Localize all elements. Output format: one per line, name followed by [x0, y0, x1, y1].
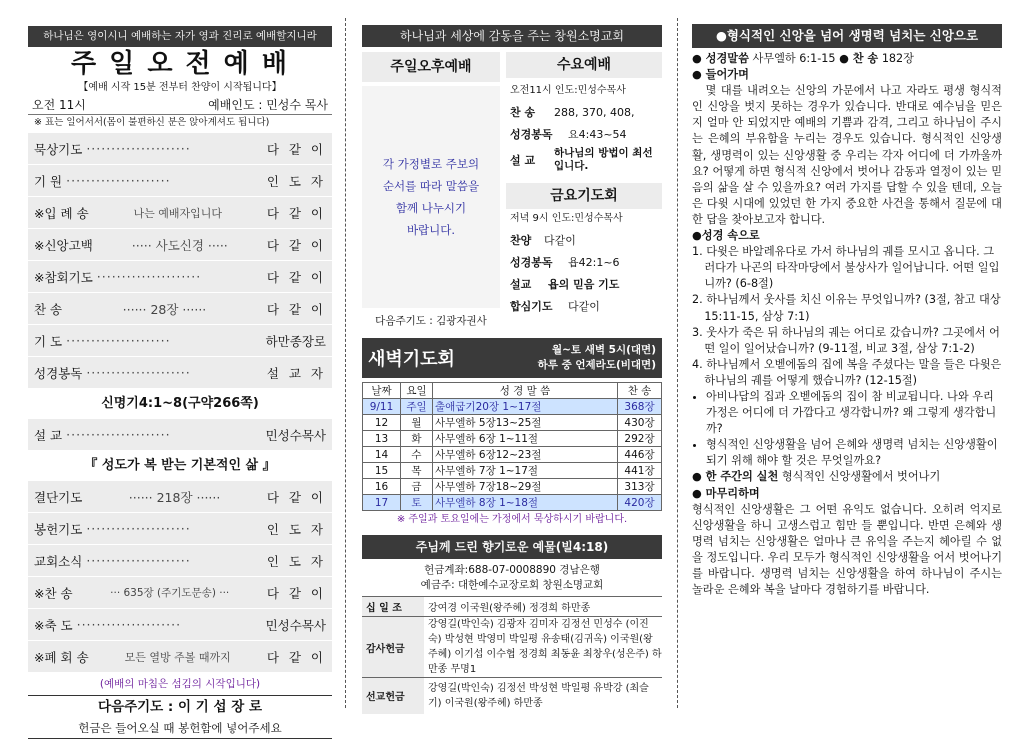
table-cell: 14 — [363, 447, 401, 463]
offering-row — [362, 678, 662, 714]
table-cell: 313장 — [618, 479, 662, 495]
offering-type: 감사헌금 — [362, 617, 424, 678]
table-cell: 목 — [401, 463, 433, 479]
question: 2. 하나님께서 웃사를 치신 이유는 무엇입니까? (3절, 참고 대상 15:11-15, 삼상 7:1) — [692, 293, 1001, 323]
account-holder: 예금주: 대한예수교장로회 창원소명교회 — [420, 579, 604, 591]
offering-row — [362, 617, 662, 678]
fri-label: 설교 — [510, 278, 532, 291]
table-cell: 사무엘하 7장 1~17절 — [433, 463, 618, 479]
table-cell: 사무엘하 6장 1~11절 — [433, 431, 618, 447]
fri-value: 욥42:1~6 — [568, 256, 620, 269]
question: 4. 하나님께서 오벧에돔의 집에 복을 주셨다는 말을 들은 다윗은 하나님의 궤를 어떻게 했습니까? (12-15절) — [692, 357, 1002, 387]
scripture-reference: 신명기4:1~8(구약266쪽) — [101, 396, 259, 411]
order-item: ※입 례 송 나는 예배자입니다 다 같 이 — [28, 197, 332, 229]
table-cell: 화 — [401, 431, 433, 447]
worship-subtitle: 【예배 시작 15분 전부터 찬양이 시작됩니다】 — [78, 82, 282, 93]
order-item: 성경봉독 ····················· 설 교 자 — [28, 357, 332, 389]
dawn-time-1: 월~토 새벽 5시(대면) — [551, 344, 656, 356]
order-item: 기 원 ····················· 인 도 자 — [28, 165, 332, 197]
sermon-title: 『 성도가 복 받는 기본적인 삶 』 — [84, 458, 276, 473]
fri-value: 다같이 — [568, 300, 600, 313]
table-cell: 토 — [401, 495, 433, 511]
offering-title: 주님께 드린 향기로운 예물(빌4:18) — [362, 535, 662, 559]
table-cell: 17 — [363, 495, 401, 511]
table-cell: 사무엘하 5장13~25절 — [433, 415, 618, 431]
order-item: ※축 도 ····················· 민성수목사 — [28, 609, 332, 641]
column-header: 성 경 말 씀 — [433, 383, 618, 399]
order-item: ※신앙고백 ····· 사도신경 ····· 다 같 이 — [28, 229, 332, 261]
column-header: 날짜 — [363, 383, 401, 399]
order-item: ※폐 회 송 모든 열방 주볼 때까지 다 같 이 — [28, 641, 332, 673]
fri-label: 성경봉독 — [510, 256, 553, 269]
inside-label: ●성경 속으로 — [692, 229, 760, 243]
church-header: 하나님과 세상에 감동을 주는 창원소명교회 — [362, 25, 662, 47]
intro-label: ● 들어가며 — [692, 68, 749, 82]
afternoon-title: 주일오후예배 — [362, 52, 500, 82]
bible-study-column — [692, 8, 1002, 718]
offering-names: 강영길(박인숙) 김정선 박성현 박일평 유박강 (최슬기) 이국원(왕주혜) 하만종 — [428, 682, 649, 709]
wed-value: 하나님의 방법이 최선입니다. — [554, 147, 653, 172]
table-row — [363, 415, 662, 431]
table-cell: 월 — [401, 415, 433, 431]
table-cell: 420장 — [618, 495, 662, 511]
table-cell: 출애굽기20장 1~17절 — [433, 399, 618, 415]
closing-label: ● 마무리하며 — [692, 486, 760, 500]
table-cell: 12 — [363, 415, 401, 431]
order-item: 결단기도 ······ 218장 ······ 다 같 이 — [28, 481, 332, 513]
fri-value: 다같이 — [544, 234, 576, 247]
worship-leader: 예배인도 : 민성수 목사 — [208, 98, 328, 112]
table-cell: 9/11 — [363, 399, 401, 415]
friday-time: 저녁 9시 인도:민성수목사 — [510, 213, 623, 224]
wednesday-title: 수요예배 — [506, 52, 662, 78]
afternoon-text-line: 바랍니다. — [406, 223, 456, 237]
practice-label: ● 한 주간의 실천 — [692, 470, 779, 484]
sermon-row: 설 교 ····················· 민성수목사 — [28, 419, 332, 451]
afternoon-text-line: 함께 나누시기 — [395, 201, 467, 215]
wed-label: 설 교 — [510, 154, 536, 167]
closing-note: (예배의 마침은 섬김의 시작입니다) — [99, 678, 261, 690]
table-cell: 368장 — [618, 399, 662, 415]
study-scripture: 사무엘하 6:1-15 — [752, 52, 836, 65]
order-item: ※찬 송 ··· 635장 (주기도문송) ··· 다 같 이 — [28, 577, 332, 609]
question: 3. 웃사가 죽은 뒤 하나님의 궤는 어디로 갔습니까? 그곳에서 어떤 일이 일어났습니까? (9-11절, 비교 3절, 삼상 7:1-2) — [692, 325, 1000, 355]
afternoon-text-line: 순서를 따라 말씀을 — [382, 179, 480, 193]
table-cell: 446장 — [618, 447, 662, 463]
offering-note: 헌금은 들어오실 때 봉헌함에 넣어주세요 — [78, 721, 282, 735]
wed-value: 288, 370, 408, — [554, 105, 635, 119]
fri-label: 찬양 — [510, 234, 532, 247]
order-item: 봉헌기도 ····················· 인 도 자 — [28, 513, 332, 545]
table-row — [363, 431, 662, 447]
table-cell: 430장 — [618, 415, 662, 431]
table-cell: 사무엘하 7장18~29절 — [433, 479, 618, 495]
friday-title: 금요기도회 — [506, 183, 662, 209]
standing-note: ※ 표는 일어서서(몸이 불편하신 분은 앉아계셔도 됩니다) — [34, 117, 270, 128]
order-item: ※참회기도 ····················· 다 같 이 — [28, 261, 332, 293]
afternoon-text-line: 각 가정별로 주보의 — [382, 157, 480, 171]
morning-worship-column — [28, 8, 332, 735]
scripture-label: ● 성경말씀 — [692, 52, 749, 65]
dawn-prayer-banner — [362, 338, 662, 378]
column-header: 찬 송 — [618, 383, 662, 399]
table-row — [363, 447, 662, 463]
column-header: 요일 — [401, 383, 433, 399]
table-cell: 16 — [363, 479, 401, 495]
table-cell: 441장 — [618, 463, 662, 479]
study-hymn: 182장 — [881, 52, 914, 65]
table-cell: 수 — [401, 447, 433, 463]
divider-1 — [345, 18, 346, 708]
afternoon-worship — [362, 52, 500, 334]
table-cell: 사무엘하 8장 1~18절 — [433, 495, 618, 511]
afternoon-next-prayer: 다음주기도 : 김광자권사 — [375, 315, 487, 327]
table-row — [363, 463, 662, 479]
worship-title: 주 일 오 전 예 배 — [71, 49, 289, 79]
divider-2 — [677, 18, 678, 708]
table-note: ※ 주일과 토요일에는 가정에서 묵상하시기 바랍니다. — [396, 514, 628, 525]
wednesday-time: 오전11시 인도:민성수목사 — [510, 85, 626, 96]
offering-type: 십 일 조 — [362, 597, 424, 617]
closing-text: 형식적인 신앙생활은 그 어떤 유익도 없습니다. 오히려 억지로 신앙생활을 하니 고생스럽고 힘만 들 뿐입니다. 반면 은혜와 생명력 넘치는 신앙생활은 얼마나 큰 유익을 주는지 헤아릴 수 없을 정도입니다. 우리 모두가 형식적인 신앙생활을 어서 벗어나기를 바랍니다. 생명력 넘치는 신앙생활을 하여 하나님이 주시는 놀라운 은혜와 복을 날마다 경험하기를 바랍니다. — [692, 502, 1002, 597]
hymn-label: ● 찬 송 — [839, 52, 879, 65]
order-item: 묵상기도 ····················· 다 같 이 — [28, 133, 332, 165]
worship-time: 오전 11시 — [32, 98, 86, 112]
reflection-item: • 형식적인 신앙생활을 넘어 은혜와 생명력 넘치는 신앙생활이 되기 위해 해야 할 것은 무엇일까요? — [706, 437, 1002, 469]
offering-names: 강영길(박인숙) 김광자 김미자 김정선 민성수 (이진숙) 박성현 박영미 박일평 유송태(김귀옥) 이국원(왕주혜) 이기섭 이수협 정경희 최동윤 최창우(성은주) 하만종 무명1 — [428, 619, 662, 675]
wed-label: 찬 송 — [510, 106, 536, 119]
table-row — [363, 399, 662, 415]
order-list-2 — [28, 481, 332, 673]
schedule-column — [362, 8, 662, 718]
order-item: 교회소식 ····················· 인 도 자 — [28, 545, 332, 577]
table-cell: 292장 — [618, 431, 662, 447]
order-item: 찬 송 ······ 28장 ······ 다 같 이 — [28, 293, 332, 325]
table-cell: 13 — [363, 431, 401, 447]
dawn-title: 새벽기도회 — [368, 349, 455, 370]
table-cell: 사무엘하 6장12~23절 — [433, 447, 618, 463]
question: 1. 다윗은 바알레유다로 가서 하나님의 궤를 모시고 옵니다. 그러다가 나곤의 타작마당에서 불상사가 일어납니다. 어떤 일입니까? (6-8절) — [692, 245, 1000, 291]
offering-row — [362, 597, 662, 617]
order-list — [28, 133, 332, 389]
dawn-time-2: 하루 중 언제라도(비대면) — [537, 359, 656, 371]
reflection-item: • 아비나답의 집과 오벧에돔의 집이 참 비교됩니다. 나와 우리 가정은 어디에 더 가깝다고 생각합니까? 왜 그렇게 생각합니까? — [706, 389, 1002, 437]
table-cell: 15 — [363, 463, 401, 479]
table-row — [363, 495, 662, 511]
account-number: 헌금계좌:688-07-0008890 경남은행 — [424, 564, 600, 576]
wed-value: 요4:43~54 — [568, 128, 627, 141]
offering-table — [362, 596, 662, 714]
study-title: ●형식적인 신앙을 넘어 생명력 넘치는 신앙으로 — [692, 24, 1002, 48]
offering-names: 강여경 이국원(왕주혜) 정경희 하만종 — [428, 603, 591, 614]
table-cell: 주일 — [401, 399, 433, 415]
wed-label: 성경봉독 — [510, 128, 553, 141]
order-item: 기 도 ····················· 하만종장로 — [28, 325, 332, 357]
fri-label: 합심기도 — [510, 300, 553, 313]
table-row — [363, 479, 662, 495]
fri-value: 욥의 믿음 기도 — [548, 278, 620, 291]
column1-header: 하나님은 영이시니 예배하는 자가 영과 진리로 예배할지니라 — [28, 26, 332, 47]
next-prayer: 다음주기도 : 이 기 섭 장 로 — [97, 699, 262, 715]
weekday-services — [506, 52, 662, 334]
intro-text: 몇 대를 내려오는 신앙의 가문에서 나고 자라도 평생 형식적인 신앙을 벗지 못하는 경우가 있습니다. 반대로 예수님을 믿은 지 얼마 안 되었지만 예배의 기쁨과 감격, 그리고 하나님이 주시는 은혜의 부유함을 누리는 경우도 있습니다. 형식적인 신앙생활, 생명력이 있는 신앙생활 중 우리는 각자 어디에 더 가까울까요? 어떻게 하면 형식적 신앙에서 벗어나 감동과 열정이 있는 믿음의 삶을 살 수 있을까요? 여러 가지를 답할 수 있을 텐데, 오늘은 다윗 시대에 있었던 한 가지 중요한 사건을 통해서 질문에 대한 답을 찾아보고자 합니다. — [692, 84, 1002, 226]
table-cell: 금 — [401, 479, 433, 495]
practice-text: 형식적인 신앙생활에서 벗어나기 — [781, 470, 941, 484]
bible-reading-table — [362, 382, 662, 511]
offering-type: 선교헌금 — [362, 678, 424, 714]
